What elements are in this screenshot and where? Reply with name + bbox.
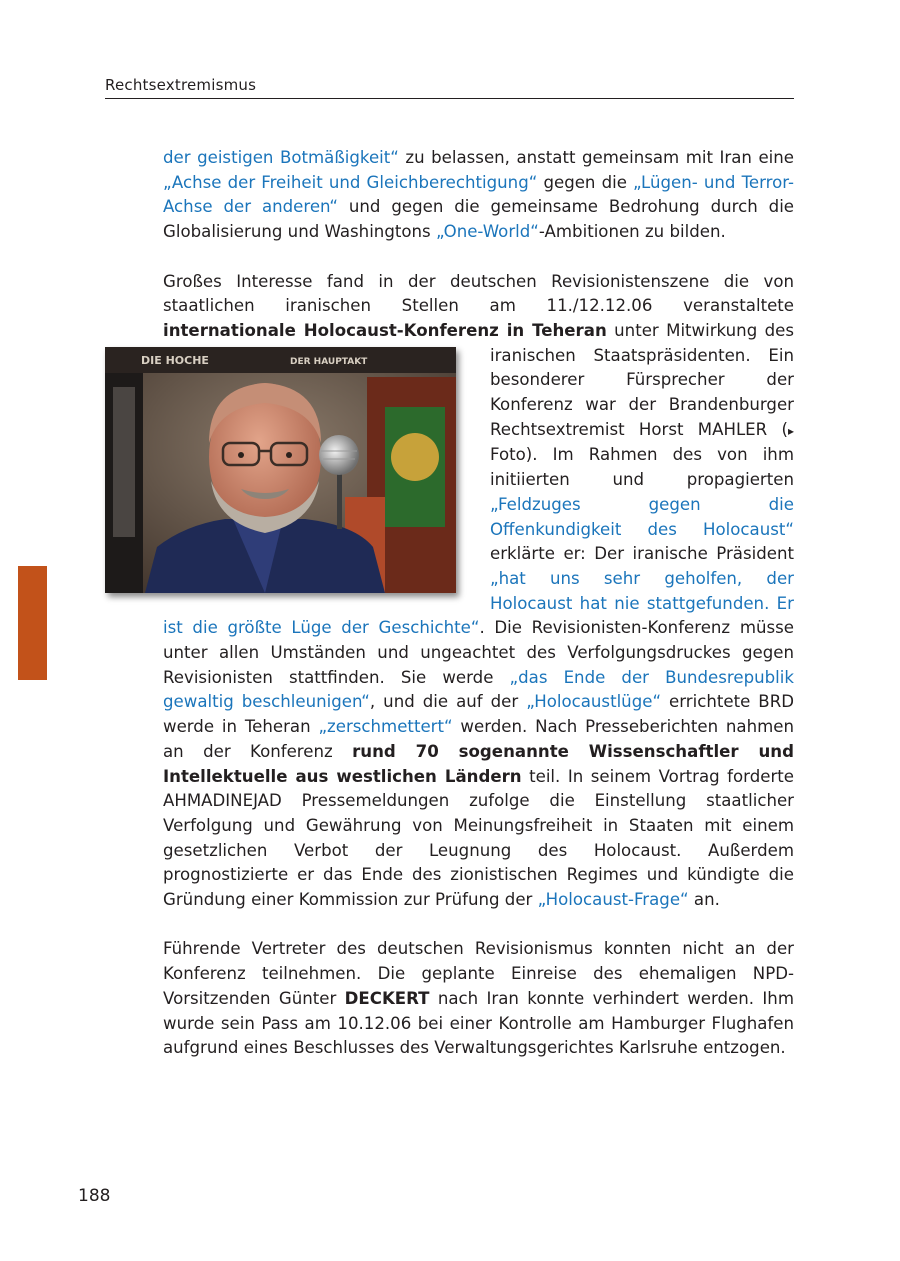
text-run: Führende Vertreter des deutschen Revisionismus konnten nicht an der Konferenz teilnehmen. Die geplante Einreise des ehemaligen NPD-Vorsitzenden Günter (163, 939, 794, 1008)
body-text (141, 146, 795, 1061)
emphasis: internationale Holocaust-Konferenz in Teheran (163, 320, 607, 340)
svg-text:DER HAUPTAKT: DER HAUPTAKT (290, 356, 368, 367)
text-run: , und die auf der (369, 692, 527, 712)
text-run: errichtete BRD werde in Teheran (163, 692, 794, 737)
running-header: Rechtsextremismus (105, 76, 794, 99)
text-run: an. (688, 890, 720, 910)
svg-text:DIE HOCHE: DIE HOCHE (141, 353, 209, 367)
chapter-side-tab (18, 566, 47, 680)
text-run: erklärte er: Der iranische Präsident (490, 544, 794, 564)
text-run: teil. In seinem Vortrag forderte AHMADINEJAD Pressemeldungen zufolge die Einstellung staatlicher Verfolgung und Gewährung von Meinungsfreiheit in Staaten mit einem gesetzlichen Verbot der Leugnung des Holocaust. Außerdem prognostizierte er das Ende des zionistischen Regimes und kündigte die Gründung einer Kommission zur Prüfung der (163, 766, 794, 910)
text-run: . Die Revisionisten-Konferenz müsse unter allen Umständen und ungeachtet des Verfolgungsdruckes gegen Revisionisten stattfinden. Sie werde (163, 618, 794, 687)
paragraph-3 (163, 937, 794, 1061)
text-run: werden. Nach Presseberichten nahmen an der Konferenz (163, 717, 795, 761)
quote: „Holocaustlüge“ (526, 692, 662, 712)
quote: „Holocaust-Frage“ (537, 890, 689, 910)
emphasis: DECKERT (344, 988, 430, 1008)
text-run: zu belassen, anstatt gemeinsam mit Iran eine (398, 148, 794, 167)
quote: „Achse der Freiheit und Gleichberechtigung“ (163, 172, 538, 192)
quote: „zerschmettert“ (318, 717, 453, 737)
text-run: unter Mitwirkung des iranischen Staatspräsidenten. Ein besonderer Fürsprecher der Konferenz war der Brandenburger Rechtsextremist Horst MAHLER ( (490, 320, 795, 439)
paragraph-1 (163, 146, 794, 245)
text-run: Großes Interesse fand in der deutschen Revisionistenszene die von staatlichen iranischen Stellen am 11./12.12.06 veranstaltete (163, 271, 794, 316)
photo-figure (105, 347, 456, 593)
arrow-right-icon: ▸ (787, 423, 794, 438)
portrait-photo (105, 347, 456, 593)
paragraph-2 (141, 270, 795, 913)
text-run: gegen die (537, 172, 634, 192)
text-run: Foto). Im Rahmen des von ihm initiierten und propagierten (490, 445, 794, 490)
quote: „Feldzuges gegen die Offenkundigkeit des Holocaust“ (490, 494, 794, 539)
emphasis: rund 70 sogenannte Wissenschaftler und Intellektuelle aus westlichen Ländern (163, 741, 794, 786)
quote: „Lügen- und Terror-Achse der anderen“ (163, 172, 794, 217)
page-number: 188 (78, 1186, 111, 1206)
quote: „das Ende der Bundesrepublik gewaltig beschleunigen“ (163, 667, 794, 712)
quote: „One-World“ (435, 222, 539, 242)
quote: der geistigen Botmäßigkeit“ (163, 148, 399, 167)
text-run: nach Iran konnte verhindert werden. Ihm wurde sein Pass am 10.12.06 bei einer Kontrolle am Hamburger Flughafen aufgrund eines Beschlusses des Verwaltungsgerichtes Karlsruhe entzogen. (163, 988, 794, 1058)
text-run: -Ambitionen zu bilden. (538, 222, 726, 242)
text-run: und gegen die gemeinsame Bedrohung durch die Globalisierung und Washingtons (163, 197, 795, 242)
quote: „hat uns sehr geholfen, der Holocaust hat nie stattgefunden. Er ist die größte Lüge der Geschichte“ (163, 568, 794, 638)
